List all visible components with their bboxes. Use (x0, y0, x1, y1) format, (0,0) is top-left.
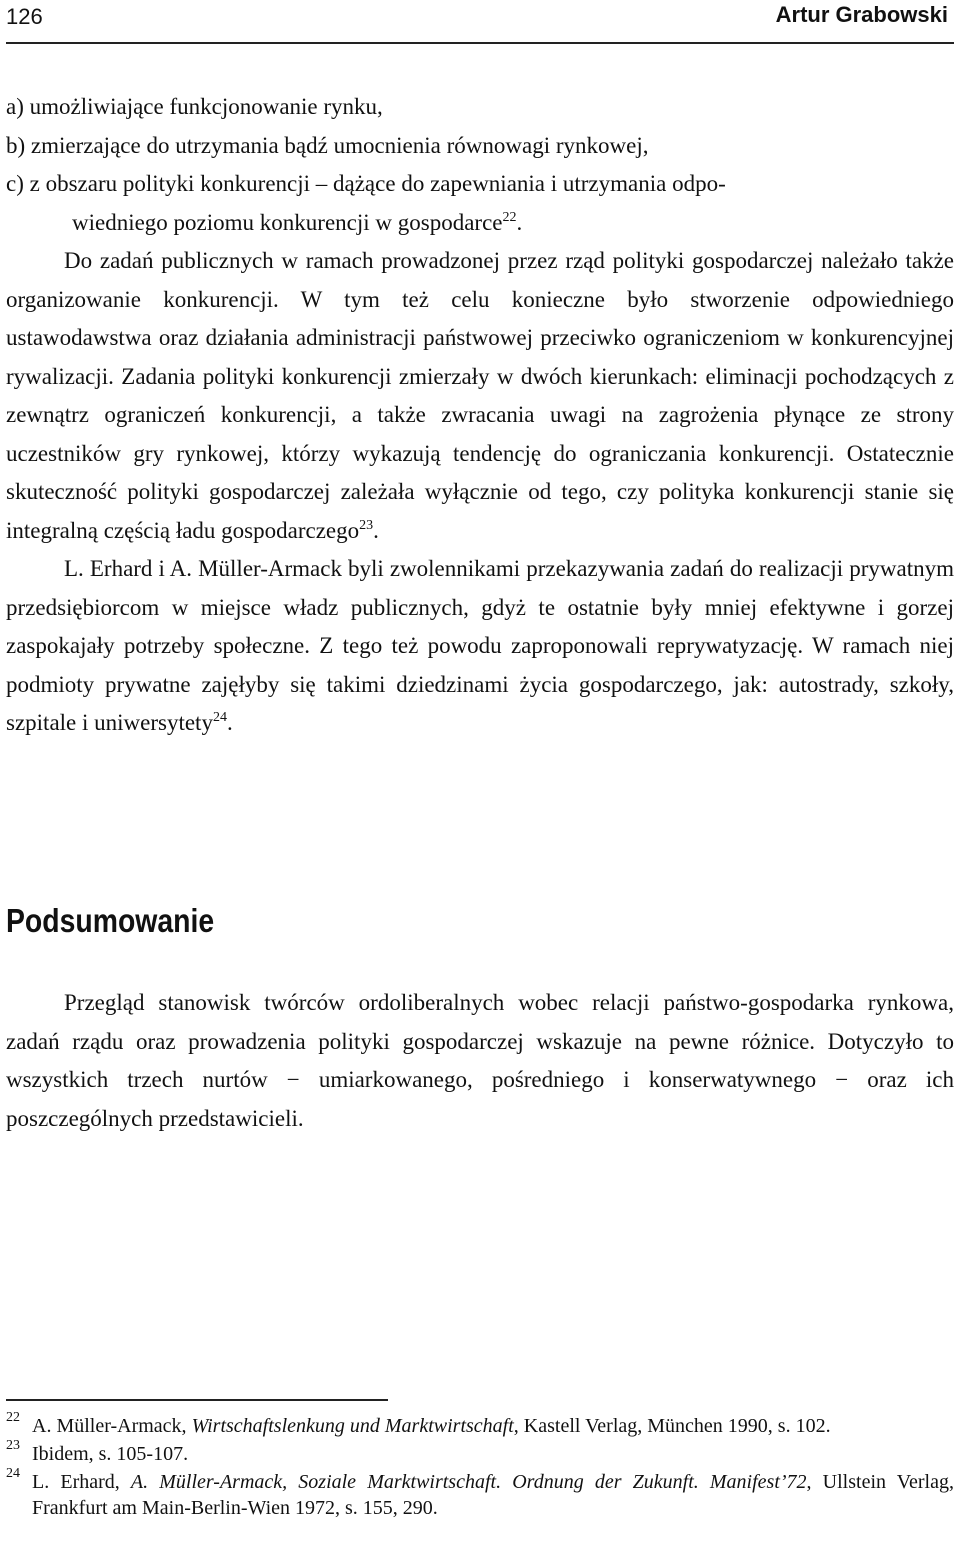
footnote-text: A. Müller-Armack, (32, 1415, 192, 1437)
paragraph-2-text: L. Erhard i A. Müller-Armack byli zwolennikami przekazywania zadań do realizacji prywatnym przedsiębiorcom w miejsce władz publicznych, gdyż te ostatnie były mniej efektywne i gorzej zaspokajały potrzeby społeczne. Z tego też powodu zaproponowali reprywatyzację. W ramach niej podmioty prywatne zajęłyby się takimi dziedzinami życia gospodarczego, jak: autostrady, szkoły, szpitale i uniwersytety (6, 556, 954, 735)
paragraph-summary: Przegląd stanowisk twórców ordoliberalnych wobec relacji państwo-gospodarka rynkowa, zadań rządu oraz prowadzenia polityki gospodarczej wskazuje na pewne różnice. Dotyczyło to wszystkich trzech nurtów − umiarkowanego, pośredniego i konserwatywnego − oraz ich poszczególnych przedstawicieli. (6, 990, 954, 1131)
footnote-ref-22[interactable]: 22 (502, 209, 517, 225)
footnote-separator (6, 1399, 388, 1401)
footnote-24 (6, 1466, 954, 1521)
paragraph-reprivatization (6, 550, 954, 743)
paragraph-1-text: Do zadań publicznych w ramach prowadzonej przez rząd polityki gospodarczej należało także organizowanie konkurencji. W tym też celu konieczne było stworzenie odpowiedniego ustawodawstwa oraz działania administracji państwowej przeciwko ograniczeniom w konkurencyjnej rywalizacji. Zadania polityki konkurencji zmierzały w dwóch kierunkach: eliminacji pochodzących z zewnątrz ograniczeń konkurencji, a także zwracania uwagi na zagrożenia płynące ze strony uczestników gry rynkowej, którzy wykazują tendencję do ograniczania konkurencji. Ostatecznie skuteczność polityki gospodarczej zależała wyłącznie od tego, czy polityka konkurencji stanie się integralną częścią ładu gospodarczego (6, 248, 954, 543)
footnote-text-end: , Kastell Verlag, München 1990, s. 102. (513, 1415, 831, 1437)
footnote-23 (6, 1438, 954, 1467)
footnote-22 (6, 1410, 954, 1439)
list-item-a: a) umożliwiające funkcjonowanie rynku, (6, 94, 383, 119)
footnote-text-end: , Ullstein Verlag, Frankfurt am Main-Berlin-Wien 1972, s. 155, 290. (32, 1471, 954, 1519)
footnote-title: A. Müller-Armack, Soziale Marktwirtschaft. Ordnung der Zukunft. Manifest’72 (130, 1471, 807, 1493)
footnote-ref-23[interactable]: 23 (359, 517, 374, 533)
paragraph-competition-policy (6, 242, 954, 550)
running-head-author: Artur Grabowski (775, 2, 948, 27)
list-item-c (6, 165, 954, 204)
footnote-text: L. Erhard, (32, 1471, 131, 1493)
list-item-c-line1: c) z obszaru polityki konkurencji – dążące do zapewniania i utrzymania odpo- (6, 171, 726, 196)
section-heading: Podsumowanie (6, 902, 215, 939)
list-item-c-end: . (516, 209, 523, 235)
main-text-section (6, 88, 954, 743)
footnote-number: 23 (6, 1438, 20, 1453)
page-header (6, 0, 954, 44)
paragraph-2-end: . (226, 710, 233, 735)
page-number: 126 (6, 4, 43, 29)
footnote-title: Wirtschaftslenkung und Marktwirtschaft (191, 1415, 514, 1437)
summary-section (6, 984, 954, 1138)
footnote-text: Ibidem, s. 105-107. (32, 1443, 189, 1465)
list-item-b: b) zmierzające do utrzymania bądź umocnienia równowagi rynkowej, (6, 132, 649, 158)
list-item-c-line2: wiedniego poziomu konkurencji w gospodarce (72, 209, 503, 235)
paragraph-1-end: . (373, 517, 379, 543)
footnote-ref-24[interactable]: 24 (212, 710, 227, 725)
footnote-number: 24 (6, 1466, 20, 1481)
list-item-c-continued (6, 204, 954, 243)
footnotes (6, 1410, 954, 1523)
footnote-number: 22 (6, 1410, 20, 1425)
